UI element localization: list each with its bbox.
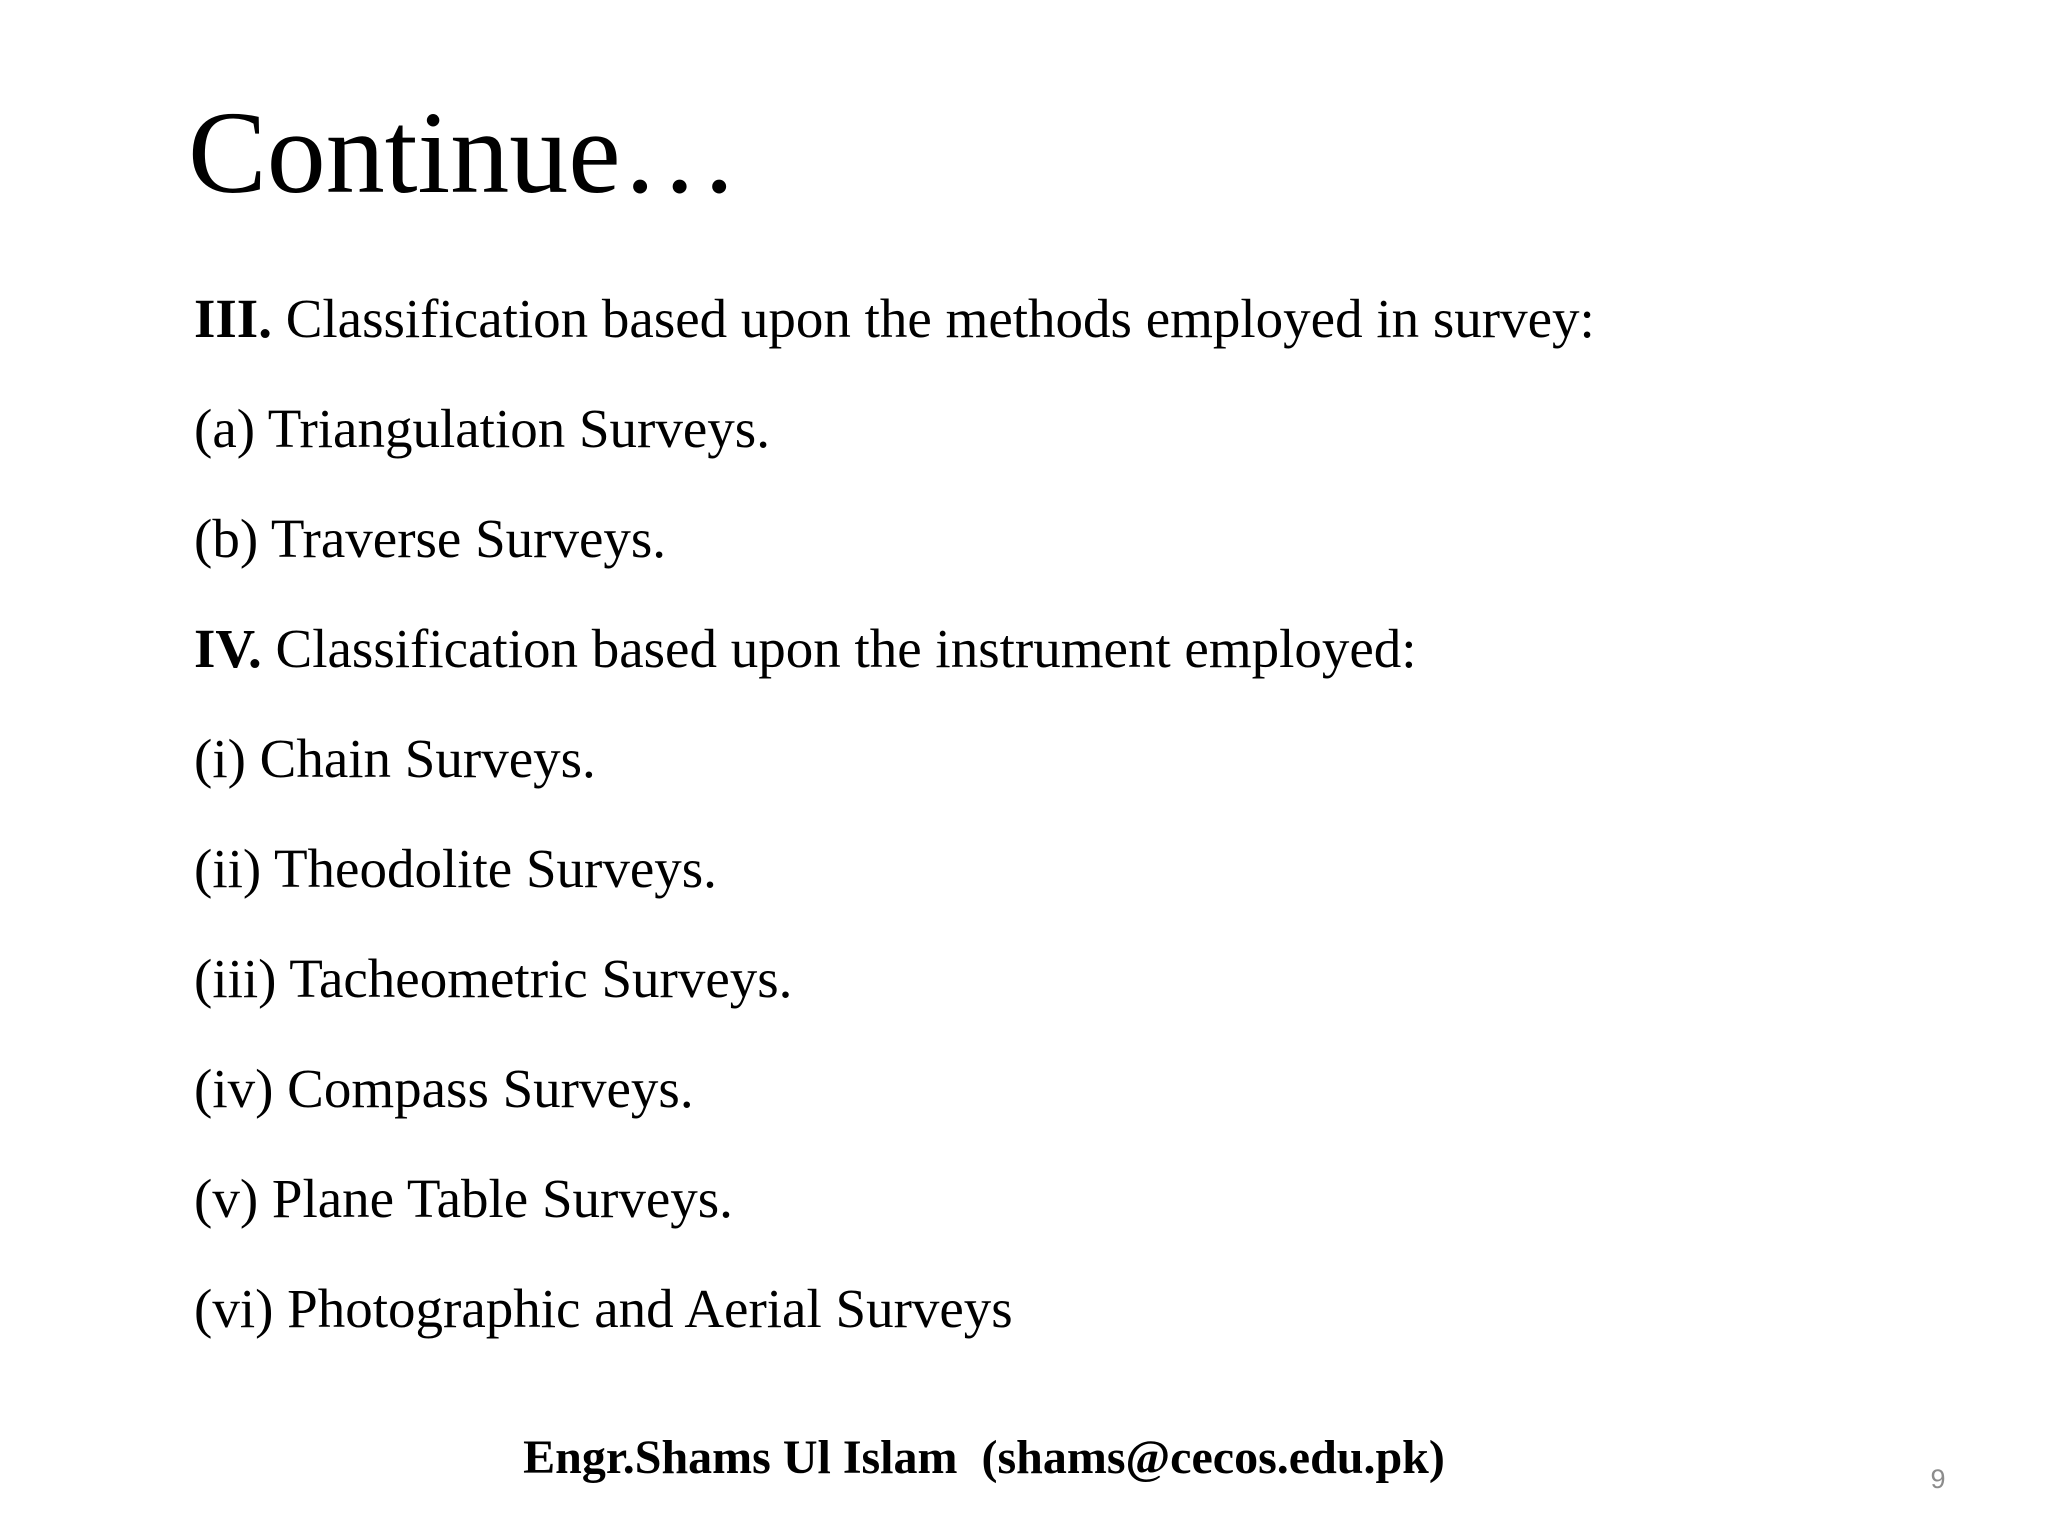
list-item: (v) Plane Table Surveys. [194,1168,733,1229]
section-heading-text: Classification based upon the instrument employed: [261,618,1417,679]
list-item: (i) Chain Surveys. [194,728,596,789]
section-heading [194,284,1595,394]
section-roman-numeral: III. [194,288,272,349]
list-item: (iv) Compass Surveys. [194,1058,694,1119]
page-number: 9 [1930,1464,1946,1494]
section-heading-text: Classification based upon the methods employed in survey: [271,288,1595,349]
footer-author: Engr.Shams Ul Islam (shams@cecos.edu.pk) [523,1431,1445,1484]
list-item: (a) Triangulation Surveys. [194,398,770,459]
list-item: (vi) Photographic and Aerial Surveys [194,1278,1013,1339]
section-heading [194,614,1595,724]
list-item: (b) Traverse Surveys. [194,508,667,569]
section-roman-numeral: IV. [194,618,262,679]
list-item: (ii) Theodolite Surveys. [194,838,717,899]
list-item: (iii) Tacheometric Surveys. [194,948,793,1009]
slide-title: Continue… [188,87,739,218]
slide-body [194,284,1595,1384]
